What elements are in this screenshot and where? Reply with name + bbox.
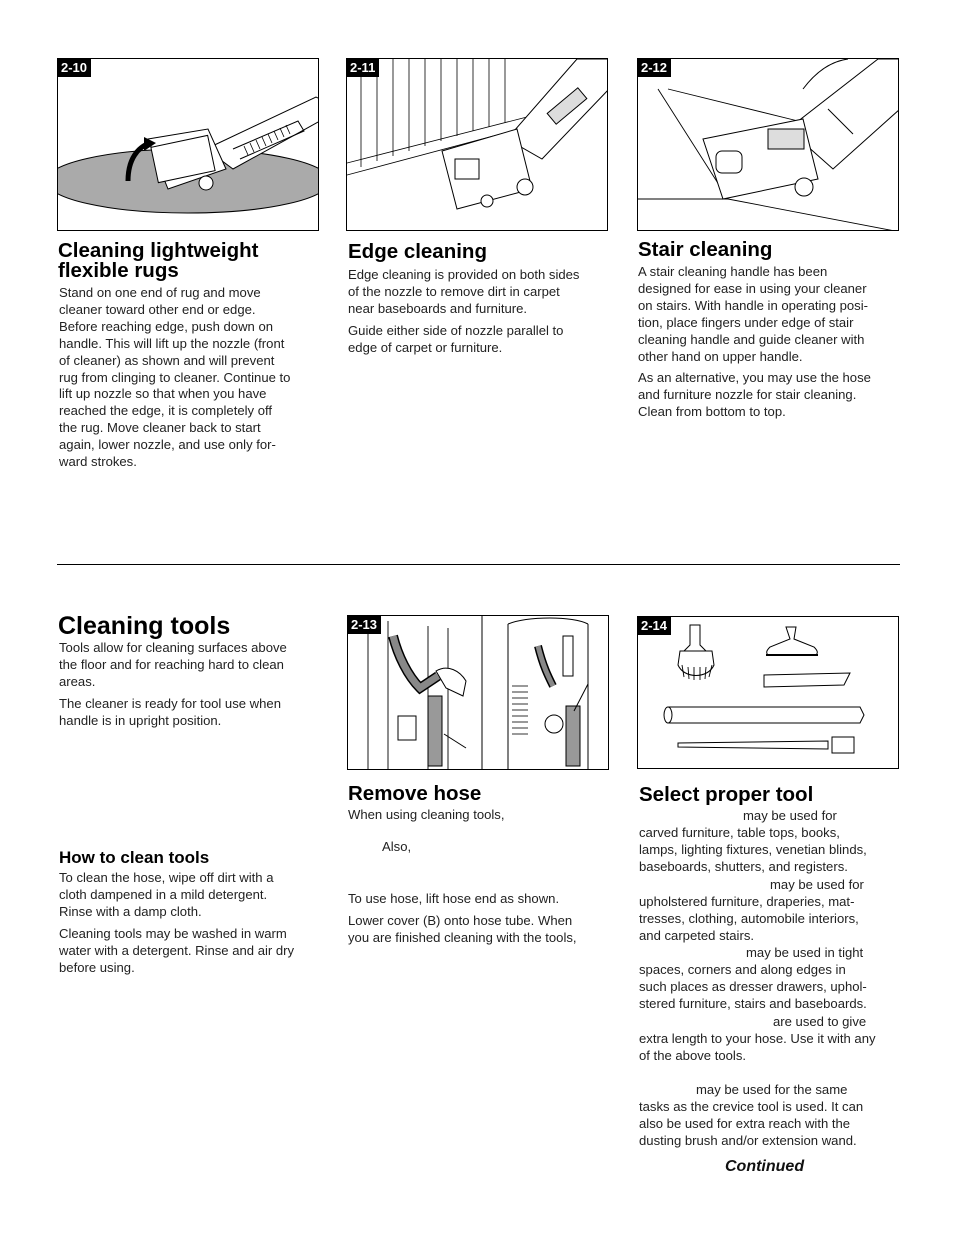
how-to-clean-body (59, 870, 321, 981)
remove-hose-illustration (348, 616, 609, 770)
rug-cleaning-illustration (58, 59, 319, 231)
select-1-body: carved furniture, table tops, books, lamps, lighting fixtures, venetian blinds, baseboards, shutters, and registers. (639, 824, 867, 874)
section-heading-remove-hose: Remove hose (348, 782, 482, 805)
figure-2-14 (637, 616, 899, 769)
figure-number-badge: 2-14 (638, 617, 671, 635)
figure-number-badge: 2-11 (347, 59, 379, 77)
figure-number-badge: 2-13 (348, 616, 381, 634)
section-heading-stair: Stair cleaning (638, 238, 773, 261)
section-heading-select-tool: Select proper tool (639, 783, 814, 806)
how-paragraph-2: Cleaning tools may be washed in warm water with a detergent. Rinse and air dry before using. (59, 925, 295, 975)
select-5-lead: may be used for the same (696, 1082, 848, 1097)
edge-paragraph-1: Edge cleaning is provided on both sides of the nozzle to remove dirt in carpet near baseboards and furniture. (348, 267, 580, 316)
figure-2-11 (346, 58, 608, 231)
how-paragraph-1: To clean the hose, wipe off dirt with a cloth dampened in a mild detergent. Rinse with a damp cloth. (59, 870, 274, 919)
select-4-lead: are used to give (773, 1014, 867, 1029)
select-1-lead: may be used for (743, 808, 837, 823)
select-block-1 (639, 808, 901, 876)
stair-cleaning-illustration (638, 59, 899, 231)
figure-2-12 (637, 58, 899, 231)
stair-paragraph-1: A stair cleaning handle has been designed for ease in using your cleaner on stairs. With handle in operating posi- tion, place fingers under edge of stair cleaning handle and guide cleaner with other hand on upper handle. (638, 264, 868, 364)
rugs-paragraph: Stand on one end of rug and move cleaner toward other end or edge. Before reaching edge, push down on handle. This will lift up the nozzle (front of cleaner) as shown and will prevent rug from clinging to cleaner. Continue to lift up nozzle so that when you have reached the edge, it is completely off the rug. Move cleaner back to start again, lower nozzle, and use only for- ward strokes. (59, 285, 291, 470)
stair-body (638, 264, 900, 426)
cleaning-tools-illustration (638, 617, 899, 769)
stair-paragraph-2: As an alternative, you may use the hose and furniture nozzle for stair cleaning. Clean from bottom to top. (638, 370, 871, 420)
tools-paragraph-2: The cleaner is ready for tool use when handle is in upright position. (59, 695, 281, 728)
edge-cleaning-illustration (347, 59, 608, 231)
select-3-body: spaces, corners and along edges in such places as dresser drawers, uphol- stered furniture, stairs and baseboards. (639, 961, 867, 1011)
hose-line-4: Lower cover (B) onto hose tube. When you are finished cleaning with the tools, (348, 913, 577, 945)
rugs-body (59, 285, 321, 476)
hose-line-2: Also, (382, 839, 412, 854)
select-2-body: upholstered furniture, draperies, mat- tresses, clothing, automobile interiors, and carpeted stairs. (639, 893, 859, 943)
select-block-4 (639, 1014, 901, 1065)
select-block-2 (639, 877, 901, 945)
page-title-cleaning-tools: Cleaning tools (58, 612, 231, 640)
select-5-body: tasks as the crevice tool is used. It can also be used for extra reach with the dusting brush and/or extension wand. (639, 1098, 864, 1148)
section-heading-rugs: Cleaning lightweight flexible rugs (58, 239, 259, 282)
section-divider (57, 564, 900, 565)
figure-number-badge: 2-10 (58, 59, 91, 77)
subheading-how-to-clean-tools: How to clean tools (59, 848, 210, 867)
figure-2-10 (57, 58, 319, 231)
edge-body (348, 267, 610, 362)
select-block-3 (639, 945, 901, 1013)
continued-label: Continued (725, 1158, 805, 1175)
select-4-body: extra length to your hose. Use it with any of the above tools. (639, 1030, 876, 1063)
edge-paragraph-2: Guide either side of nozzle parallel to edge of carpet or furniture. (348, 322, 564, 355)
hose-line-1: When using cleaning tools, (348, 807, 505, 822)
section-heading-edge: Edge cleaning (348, 240, 487, 263)
select-2-lead: may be used for (770, 877, 864, 892)
tools-body (59, 640, 321, 735)
figure-number-badge: 2-12 (638, 59, 671, 77)
select-block-5 (639, 1082, 901, 1150)
select-3-lead: may be used in tight (746, 945, 864, 960)
figure-2-13 (347, 615, 609, 770)
tools-paragraph-1: Tools allow for cleaning surfaces above the floor and for reaching hard to clean areas. (59, 640, 287, 689)
hose-line-3: To use hose, lift hose end as shown. (348, 891, 560, 906)
